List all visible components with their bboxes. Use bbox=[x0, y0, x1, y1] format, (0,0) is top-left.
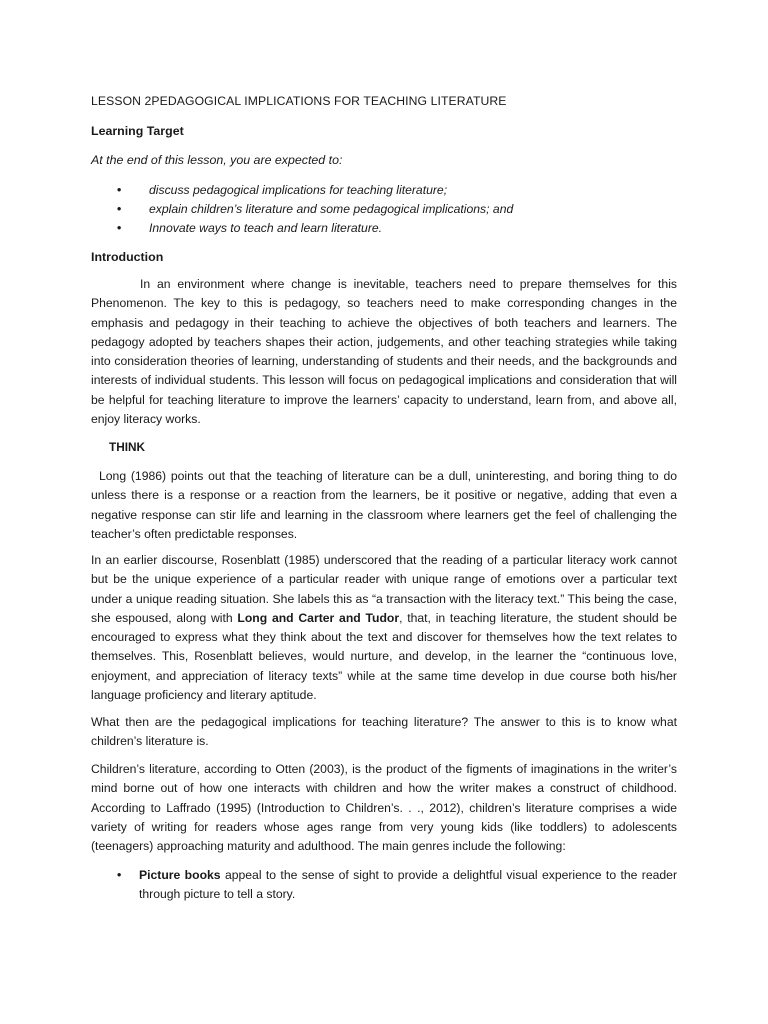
bullet-icon: • bbox=[117, 868, 122, 882]
genre-name: Picture books bbox=[139, 868, 221, 882]
think-heading: THINK bbox=[109, 440, 146, 454]
paragraph-text: In an earlier discourse, Rosenblatt (1985) underscored that the reading of a particular literacy work cannot but be the unique experience of a particular reader with unique range of emotions over a particular text under a unique reading situation. She labels this as “a transaction with the literacy text.” This being the case, she espoused, along with bbox=[91, 553, 677, 625]
list-item-text: discuss pedagogical implications for teaching literature; bbox=[149, 183, 448, 197]
lesson-title: LESSON 2PEDAGOGICAL IMPLICATIONS FOR TEACHING LITERATURE bbox=[91, 94, 507, 108]
emphasized-authors: Long and Carter and Tudor bbox=[237, 610, 400, 625]
genre-description: appeal to the sense of sight to provide a delightful visual experience to the reader through picture to tell a story. bbox=[139, 868, 677, 902]
bullet-icon: • bbox=[117, 221, 122, 235]
think-paragraph-3: What then are the pedagogical implications for teaching literature? The answer to this is to know what children’s literature is. bbox=[91, 715, 677, 749]
introduction-paragraph: In an environment where change is inevitable, teachers need to prepare themselves for this Phenomenon. The key to this is pedagogy, so teachers need to make corresponding changes in the emphasis and pedagogy in their teaching to achieve the objectives of both teachers and learners. The pedagogy adopted by teachers shapes their action, judgements, and other teaching strategies while taking into consideration theories of learning, understanding of students and their needs, and the backgrounds and interests of individual students. This lesson will focus on pedagogical implications and consideration that will be helpful for teaching literature to improve the learners’ capacity to understand, learn from, and above all, enjoy literacy works. bbox=[91, 277, 677, 427]
list-item-text: Innovate ways to teach and learn literature. bbox=[149, 221, 383, 235]
genre-text bbox=[139, 866, 677, 905]
list-item-text: explain children’s literature and some pedagogical implications; and bbox=[149, 202, 514, 216]
think-paragraph-1: Long (1986) points out that the teaching of literature can be a dull, uninteresting, and boring thing to do unless there is a response or a reaction from the learners, be it positive or negative, adding that even a negative response can stir life and learning in the classroom where learners get the feel of challenging the teacher’s often predictable responses. bbox=[91, 469, 677, 541]
learning-target-intro: At the end of this lesson, you are expected to: bbox=[91, 153, 343, 167]
bullet-icon: • bbox=[117, 183, 122, 197]
introduction-heading: Introduction bbox=[91, 250, 164, 264]
paragraph-text: , that, in teaching literature, the student should be encouraged to express what they think about the text and discover for themselves how the text relates to themselves. This, Rosenblatt believes, would nurture, and develop, in the learner the “continuous love, enjoyment, and appreciation of literacy texts” while at the same time develop in due course both his/her language proficiency and literary aptitude. bbox=[91, 610, 677, 703]
bullet-icon: • bbox=[117, 202, 122, 216]
think-paragraph-4: Children’s literature, according to Otten (2003), is the product of the figments of imaginations in the writer’s mind borne out of how one interacts with children and how the writer makes a construct of childhood. According to Laffrado (1995) (Introduction to Children’s. . ., 2012), children’s literature comprises a wide variety of writing for readers whose ages range from very young kids (like toddlers) to adolescents (teenagers) approaching maturity and adulthood. The main genres include the following: bbox=[91, 762, 677, 854]
think-paragraph-2 bbox=[91, 551, 677, 705]
learning-target-heading: Learning Target bbox=[91, 124, 184, 138]
